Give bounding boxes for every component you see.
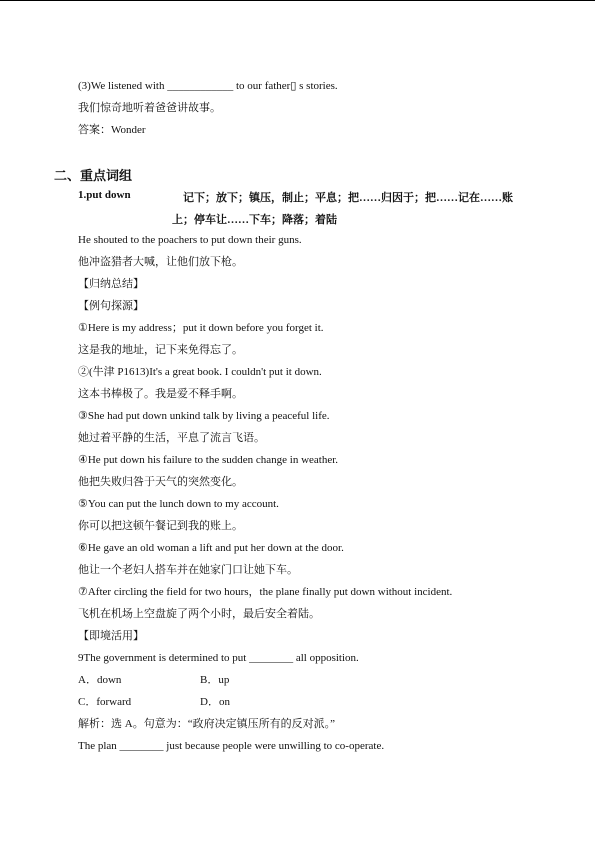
body-line: 他冲盗猎者大喊，让他们放下枪。 — [78, 256, 243, 268]
phrase-meaning-line-2: 上；停车让……下车；降落；着陆 — [172, 214, 337, 226]
section-heading: 二、重点词组 — [54, 168, 133, 183]
option-d: D．on — [200, 696, 230, 708]
phrase-heading: 1.put down — [78, 189, 131, 201]
phrase-meaning-line-1: 记下；放下；镇压，制止；平息；把……归因于；把……记在……账 — [183, 192, 513, 204]
body-line: ⑤You can put the lunch down to my account. — [78, 498, 279, 510]
body-line: ③She had put down unkind talk by living a peaceful life. — [78, 410, 330, 422]
body-line: 【例句探源】 — [78, 300, 144, 312]
body-line: 她过着平静的生活，平息了流言飞语。 — [78, 432, 265, 444]
body-line: 这本书棒极了。我是爱不释手啊。 — [78, 388, 243, 400]
body-line: ⑦After circling the field for two hours，the plane finally put down without incident. — [78, 586, 453, 598]
question-3-answer: 答案：Wonder — [78, 124, 146, 136]
body-line: 9The government is determined to put ________ all opposition. — [78, 652, 359, 664]
page-top-rule — [0, 0, 595, 1]
next-question: The plan ________ just because people were unwilling to co-operate. — [78, 740, 385, 752]
body-line: ⑥He gave an old woman a lift and put her down at the door. — [78, 542, 344, 554]
question-3-translation: 我们惊奇地听着爸爸讲故事。 — [78, 102, 221, 114]
analysis-line: 解析：选 A。句意为：“政府决定镇压所有的反对派。” — [78, 718, 335, 730]
body-line: 飞机在机场上空盘旋了两个小时，最后安全着陆。 — [78, 608, 320, 620]
body-line: 你可以把这顿午餐记到我的账上。 — [78, 520, 243, 532]
body-line: ①Here is my address；put it down before you forget it. — [78, 322, 324, 334]
option-c: C．forward — [78, 696, 132, 708]
body-line: He shouted to the poachers to put down their guns. — [78, 234, 302, 246]
body-line: 【即境活用】 — [78, 630, 144, 642]
body-line: ④He put down his failure to the sudden change in weather. — [78, 454, 339, 466]
body-line: 他让一个老妇人搭车并在她家门口让她下车。 — [78, 564, 298, 576]
body-line: ②(牛津 P1613)It's a great book. I couldn't put it down. — [78, 366, 322, 378]
question-3: (3)We listened with ____________ to our father▯ s stories. — [78, 80, 338, 92]
body-line: 他把失败归咎于天气的突然变化。 — [78, 476, 243, 488]
option-b: B．up — [200, 674, 230, 686]
body-line: 【归纳总结】 — [78, 278, 144, 290]
option-a: A．down — [78, 674, 122, 686]
body-line: 这是我的地址，记下来免得忘了。 — [78, 344, 243, 356]
